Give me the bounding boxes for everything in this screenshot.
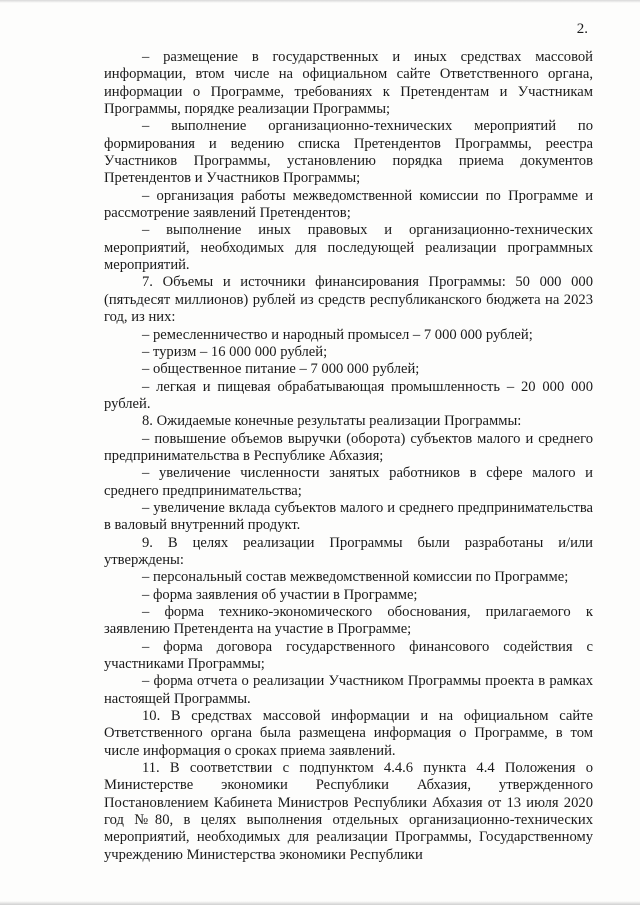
list-item-application-form: – форма заявления об участии в Программе; [142,586,418,603]
paragraph-media-placement: – размещение в государственных и иных средствах массовой информации, втом числе на официальном сайте Ответственного органа, информации о Программе, требованиях к Претендентам и Участникам Программы, порядке реализации Программы; [104,49,593,118]
list-item-employment-growth: – увеличение численности занятых работников в сфере малого и среднего предпринимательства; [104,465,593,499]
scan-bottom-edge [0,901,640,905]
paragraph-media-info: 10. В средствах массовой информации и на официальном сайте Ответственного органа была размещена информация о Программе, в том числе информация о сроках приема заявлений. [104,708,593,759]
paragraph-funding-volume: 7. Объемы и источники финансирования Программы: 50 000 000 (пятьдесят миллионов) рублей из средств республиканского бюджета на 2023 год, из них: [104,274,593,326]
paragraph-developed-documents: 9. В целях реализации Программы были разработаны и/или утверждены: [104,534,593,568]
list-item-contract-form: – форма договора государственного финансового содействия с участниками Программы; [104,638,593,673]
paragraph-org-technical-measures: – выполнение организационно-технических мероприятий по формирования и ведению списка Претендентов Программы, реестра Участников Программы, установлению порядка приема документов Претендентов и Участников Программы; [104,118,593,187]
paragraph-regulation-reference: 11. В соответствии с подпунктом 4.4.6 пункта 4.4 Положения о Министерстве экономики Республики Абхазия, утвержденного Постановлением Кабинета Министров Республики Абхазия от 13 июля 2020 год №80, в целях выполнения отдельных организационно-технических мероприятий, необходимых для реализации Программы, Государственному учреждению Министерства экономики Республики [104,760,593,863]
list-item-catering: – общественное питание – 7 000 000 рублей; [142,361,420,378]
document-body [104,49,593,864]
paragraph-other-measures: – выполнение иных правовых и организационно-технических мероприятий, необходимых для последующей реализации программных мероприятий. [104,222,593,274]
list-item-revenue-growth: – повышение объемов выручки (оборота) субъектов малого и среднего предпринимательства в Республике Абхазия; [104,430,593,464]
list-item-report-form: – форма отчета о реализации Участником Программы проекта в рамках настоящей Программы. [104,673,593,707]
scan-top-edge [0,0,640,3]
list-item-feasibility-form: – форма технико-экономического обоснования, прилагаемого к заявлению Претендента на участие в Программе; [104,604,593,638]
list-item-tourism: – туризм – 16 000 000 рублей; [142,343,328,360]
page-number: 2. [576,21,588,37]
list-item-crafts: – ремесленничество и народный промысел – 7 000 000 рублей; [142,326,533,343]
list-item-commission-composition: – персональный состав межведомственной комиссии по Программе; [142,569,569,586]
paragraph-expected-results: 8. Ожидаемые конечные результаты реализации Программы: [142,413,522,430]
paragraph-commission-work: – организация работы межведомственной комиссии по Программе и рассмотрение заявлений Претендентов; [104,187,593,222]
list-item-light-food-industry: – легкая и пищевая обрабатывающая промышленность – 20 000 000 рублей. [104,378,593,412]
list-item-gdp-contribution: – увеличение вклада субъектов малого и среднего предпринимательства в валовый внутренний продукт. [104,499,593,534]
